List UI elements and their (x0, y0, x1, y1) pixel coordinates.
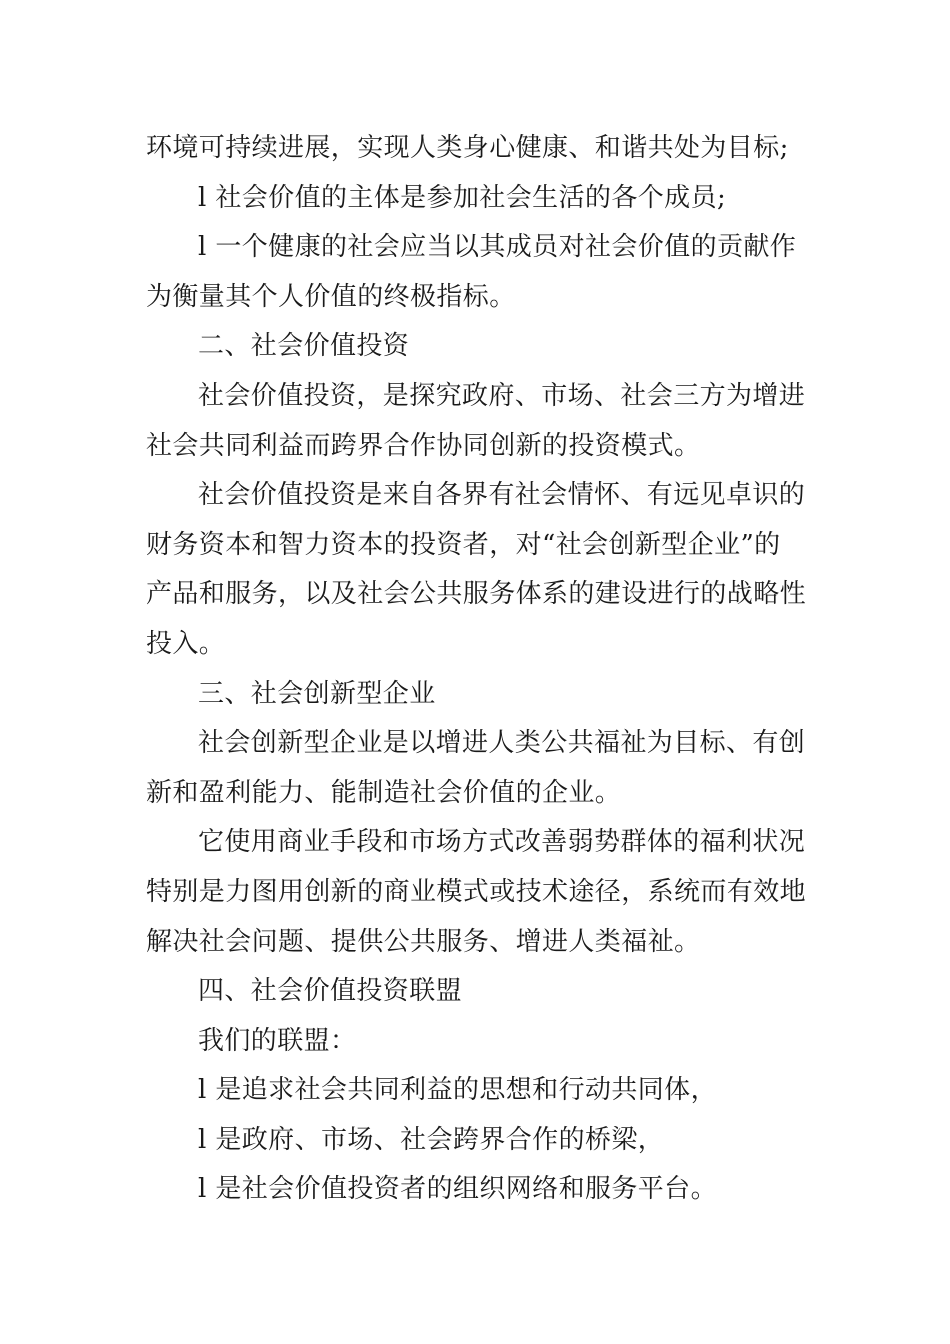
bullet-item: l 一个健康的社会应当以其成员对社会价值的贡献作 (198, 232, 797, 263)
text-line: 环境可持续进展，实现人类身心健康、和谐共处为目标; (146, 133, 789, 163)
paragraph-line: 社会价值投资，是探究政府、市场、社会三方为增进 (198, 380, 806, 411)
bullet-item: l 社会价值的主体是参加社会生活的各个成员; (198, 182, 727, 213)
section-heading: 三、社会创新型企业 (198, 678, 436, 709)
text-line: 为衡量其个人价值的终极指标。 (146, 281, 516, 312)
bullet-item: l 是追求社会共同利益的思想和行动共同体， (198, 1075, 717, 1106)
paragraph-line: 社会价值投资是来自各界有社会情怀、有远见卓识的 (198, 480, 806, 511)
text-line: 特别是力图用创新的商业模式或技术途径，系统而有效地 (146, 876, 806, 907)
text-line: 产品和服务，以及社会公共服务体系的建设进行的战略性 (146, 579, 806, 610)
document-body (146, 124, 806, 1215)
text-line: 投入。 (146, 628, 226, 659)
bullet-item: l 是政府、市场、社会跨界合作的桥梁， (198, 1124, 665, 1155)
paragraph-line: 它使用商业手段和市场方式改善弱势群体的福利状况 (198, 827, 806, 858)
section-heading: 四、社会价值投资联盟 (198, 976, 463, 1007)
text-line: 社会共同利益而跨界合作协同创新的投资模式。 (146, 430, 701, 461)
text-line: 财务资本和智力资本的投资者，对“社会创新型企业”的 (146, 529, 781, 560)
bullet-item: l 是社会价值投资者的组织网络和服务平台。 (198, 1174, 717, 1205)
paragraph-line: 我们的联盟： (198, 1025, 357, 1056)
paragraph-line: 社会创新型企业是以增进人类公共福祉为目标、有创 (198, 728, 806, 759)
text-line: 解决社会问题、提供公共服务、增进人类福祉。 (146, 926, 701, 957)
section-heading: 二、社会价值投资 (198, 331, 410, 362)
text-line: 新和盈利能力、能制造社会价值的企业。 (146, 777, 622, 808)
